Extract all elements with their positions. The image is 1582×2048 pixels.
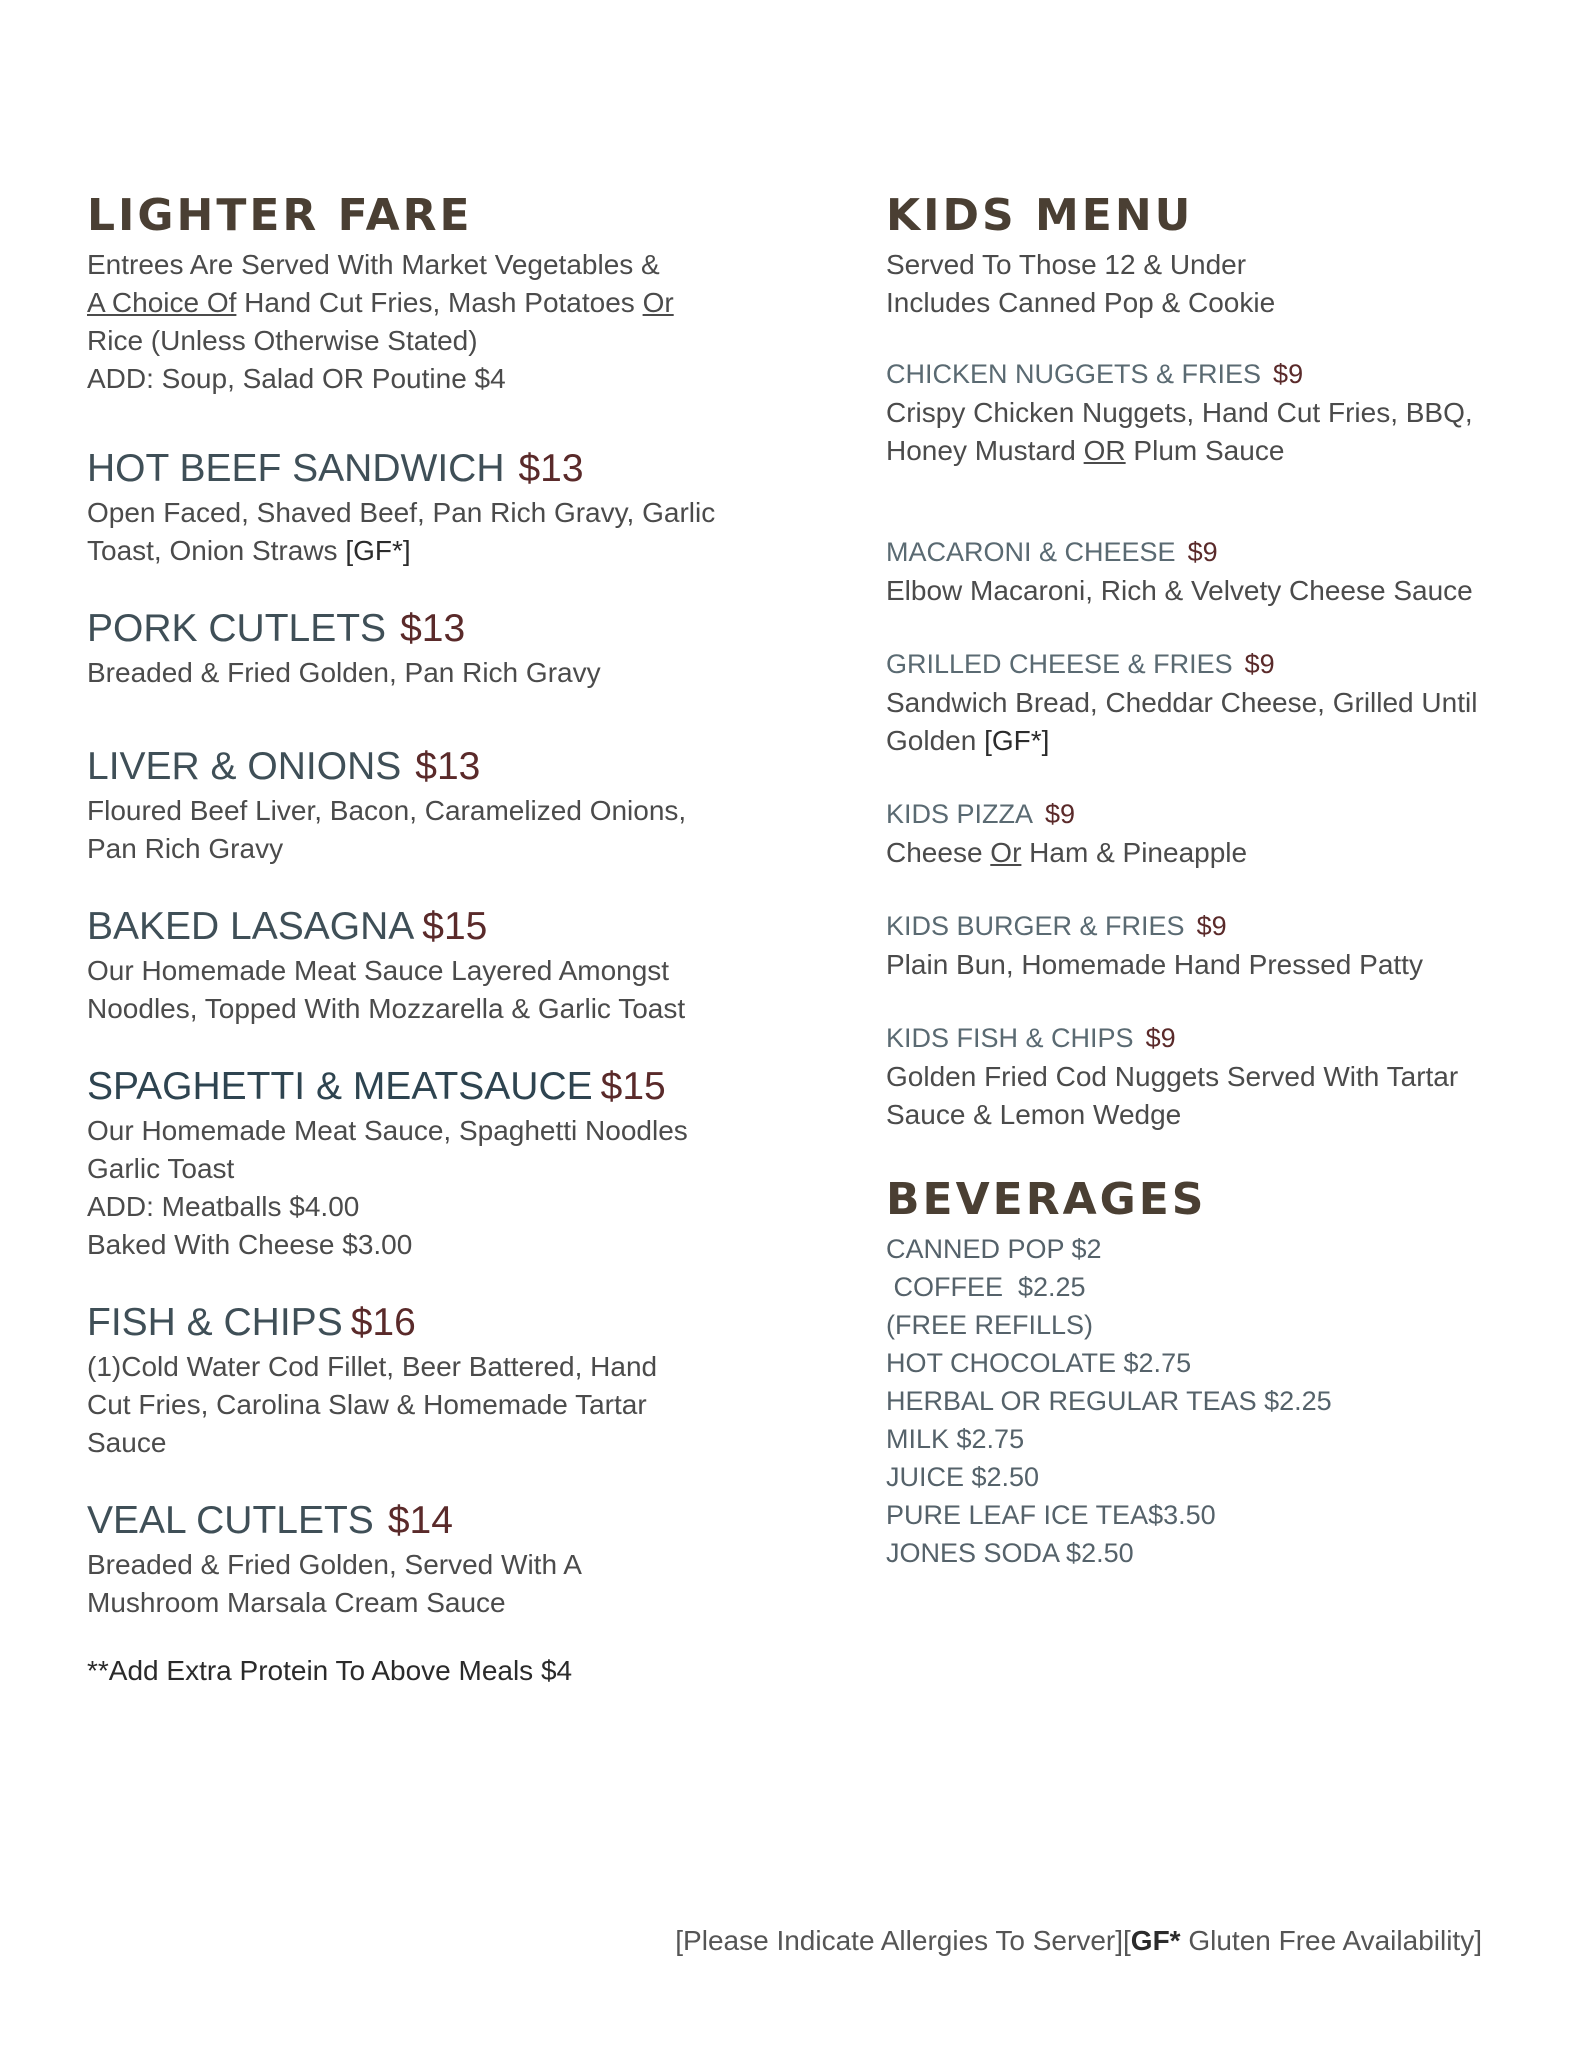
item-price: $14	[387, 1499, 453, 1542]
kids-item-title	[886, 354, 1526, 394]
item-price: $9	[1273, 359, 1304, 389]
item-description-text: Honey Mustard	[886, 435, 1084, 466]
item-description: Our Homemade Meat Sauce, Spaghetti Noodles	[87, 1115, 688, 1146]
gluten-free-tag: [GF*]	[984, 725, 1050, 756]
item-description	[886, 722, 1526, 760]
beverage-item: JONES SODA $2.50	[886, 1538, 1134, 1568]
item-description: Elbow Macaroni, Rich & Velvety Cheese Sauce	[886, 575, 1473, 606]
intro-text: Hand Cut Fries, Mash Potatoes	[236, 287, 643, 318]
item-description: Open Faced, Shaved Beef, Pan Rich Gravy, Garlic	[87, 497, 716, 528]
item-description: Crispy Chicken Nuggets, Hand Cut Fries, BBQ,	[886, 397, 1473, 428]
section-title-lighter-fare: LIGHTER FARE	[87, 190, 473, 241]
beverage-item: COFFEE $2.25	[886, 1272, 1086, 1302]
item-price: $13	[415, 745, 481, 788]
item-price: $9	[1187, 537, 1218, 567]
menu-item-title	[87, 742, 727, 792]
item-description-text: Ham & Pineapple	[1021, 837, 1248, 868]
intro-line	[87, 284, 727, 322]
kids-menu-section	[886, 190, 1526, 1572]
intro-line: Rice (Unless Otherwise Stated)	[87, 325, 478, 356]
item-description: Breaded & Fried Golden, Served With A	[87, 1549, 582, 1580]
item-description	[87, 532, 727, 570]
item-name: FISH & CHIPS	[87, 1301, 343, 1344]
item-name: MACARONI & CHEESE	[886, 537, 1176, 567]
menu-item-title	[87, 1298, 727, 1348]
item-price: $9	[1196, 911, 1227, 941]
item-description: (1)Cold Water Cod Fillet, Beer Battered, Hand	[87, 1351, 658, 1382]
footer-text: [Please Indicate Allergies To Server][	[675, 1925, 1131, 1956]
item-description-underline: OR	[1083, 435, 1126, 466]
menu-item-title	[87, 604, 727, 654]
beverage-item: HOT CHOCOLATE $2.75	[886, 1348, 1192, 1378]
item-description: Breaded & Fried Golden, Pan Rich Gravy	[87, 657, 601, 688]
item-description: Plain Bun, Homemade Hand Pressed Patty	[886, 949, 1423, 980]
menu-item-title	[87, 1496, 727, 1546]
intro-line: Served To Those 12 & Under	[886, 249, 1247, 280]
item-description: Sauce & Lemon Wedge	[886, 1099, 1182, 1130]
item-price: $13	[518, 447, 584, 490]
item-name: PORK CUTLETS	[87, 607, 387, 650]
beverages-list	[886, 1230, 1526, 1572]
item-description: Golden Fried Cod Nuggets Served With Tartar	[886, 1061, 1459, 1092]
item-description: Sauce	[87, 1427, 167, 1458]
item-name: GRILLED CHEESE & FRIES	[886, 649, 1233, 679]
item-description: Garlic Toast	[87, 1153, 235, 1184]
intro-underline: Or	[642, 287, 674, 318]
item-description: Noodles, Topped With Mozzarella & Garlic Toast	[87, 993, 686, 1024]
intro-underline: A Choice Of	[87, 287, 237, 318]
kids-item-title	[886, 532, 1526, 572]
intro-line: ADD: Soup, Salad OR Poutine $4	[87, 363, 506, 394]
gluten-free-tag: [GF*]	[345, 535, 411, 566]
item-description: Mushroom Marsala Cream Sauce	[87, 1587, 506, 1618]
item-price: $16	[350, 1301, 416, 1344]
section-title-beverages: BEVERAGES	[886, 1174, 1207, 1225]
item-name: SPAGHETTI & MEATSAUCE	[87, 1065, 593, 1108]
item-description-underline: Or	[990, 837, 1022, 868]
item-description	[886, 834, 1526, 872]
section-title-kids-menu: KIDS MENU	[886, 190, 1194, 241]
kids-item-title	[886, 794, 1526, 834]
extra-protein-note: **Add Extra Protein To Above Meals $4	[87, 1655, 573, 1686]
item-description: Cut Fries, Carolina Slaw & Homemade Tartar	[87, 1389, 647, 1420]
item-name: VEAL CUTLETS	[87, 1499, 374, 1542]
item-description: Our Homemade Meat Sauce Layered Amongst	[87, 955, 670, 986]
item-price: $9	[1045, 799, 1076, 829]
item-name: KIDS PIZZA	[886, 799, 1034, 829]
beverage-item: (FREE REFILLS)	[886, 1310, 1094, 1340]
item-description-text: Plum Sauce	[1125, 435, 1285, 466]
item-price: $15	[422, 905, 488, 948]
item-name: HOT BEEF SANDWICH	[87, 447, 505, 490]
item-price: $9	[1244, 649, 1275, 679]
item-price: $15	[600, 1065, 666, 1108]
item-name: LIVER & ONIONS	[87, 745, 402, 788]
item-description: Sandwich Bread, Cheddar Cheese, Grilled Until	[886, 687, 1478, 718]
kids-item-title	[886, 644, 1526, 684]
allergy-footer	[675, 1925, 1482, 1957]
footer-text: Gluten Free Availability]	[1180, 1925, 1482, 1956]
item-price: $9	[1145, 1023, 1176, 1053]
kids-item-title	[886, 1018, 1526, 1058]
menu-item-title	[87, 902, 727, 952]
item-price: $13	[400, 607, 466, 650]
item-description-text: Cheese	[886, 837, 991, 868]
menu-item-title	[87, 1062, 727, 1112]
beverage-item: PURE LEAF ICE TEA$3.50	[886, 1500, 1216, 1530]
kids-item-title	[886, 906, 1526, 946]
beverage-item: HERBAL OR REGULAR TEAS $2.25	[886, 1386, 1332, 1416]
intro-line: Entrees Are Served With Market Vegetables &	[87, 249, 660, 280]
item-description-text: Toast, Onion Straws	[87, 535, 346, 566]
item-name: KIDS BURGER & FRIES	[886, 911, 1185, 941]
item-description: ADD: Meatballs $4.00	[87, 1191, 360, 1222]
intro-line: Includes Canned Pop & Cookie	[886, 287, 1276, 318]
item-name: BAKED LASAGNA	[87, 905, 415, 948]
menu-item-title	[87, 444, 727, 494]
lighter-fare-section	[87, 190, 727, 1690]
item-description: Floured Beef Liver, Bacon, Caramelized Onions,	[87, 795, 687, 826]
item-name: KIDS FISH & CHIPS	[886, 1023, 1134, 1053]
item-description	[886, 432, 1526, 470]
item-description-text: Golden	[886, 725, 985, 756]
beverage-item: MILK $2.75	[886, 1424, 1025, 1454]
beverage-item: CANNED POP $2	[886, 1234, 1102, 1264]
item-name: CHICKEN NUGGETS & FRIES	[886, 359, 1262, 389]
beverage-item: JUICE $2.50	[886, 1462, 1040, 1492]
item-description: Pan Rich Gravy	[87, 833, 284, 864]
gluten-free-marker: GF*	[1130, 1925, 1181, 1956]
item-description: Baked With Cheese $3.00	[87, 1229, 413, 1260]
